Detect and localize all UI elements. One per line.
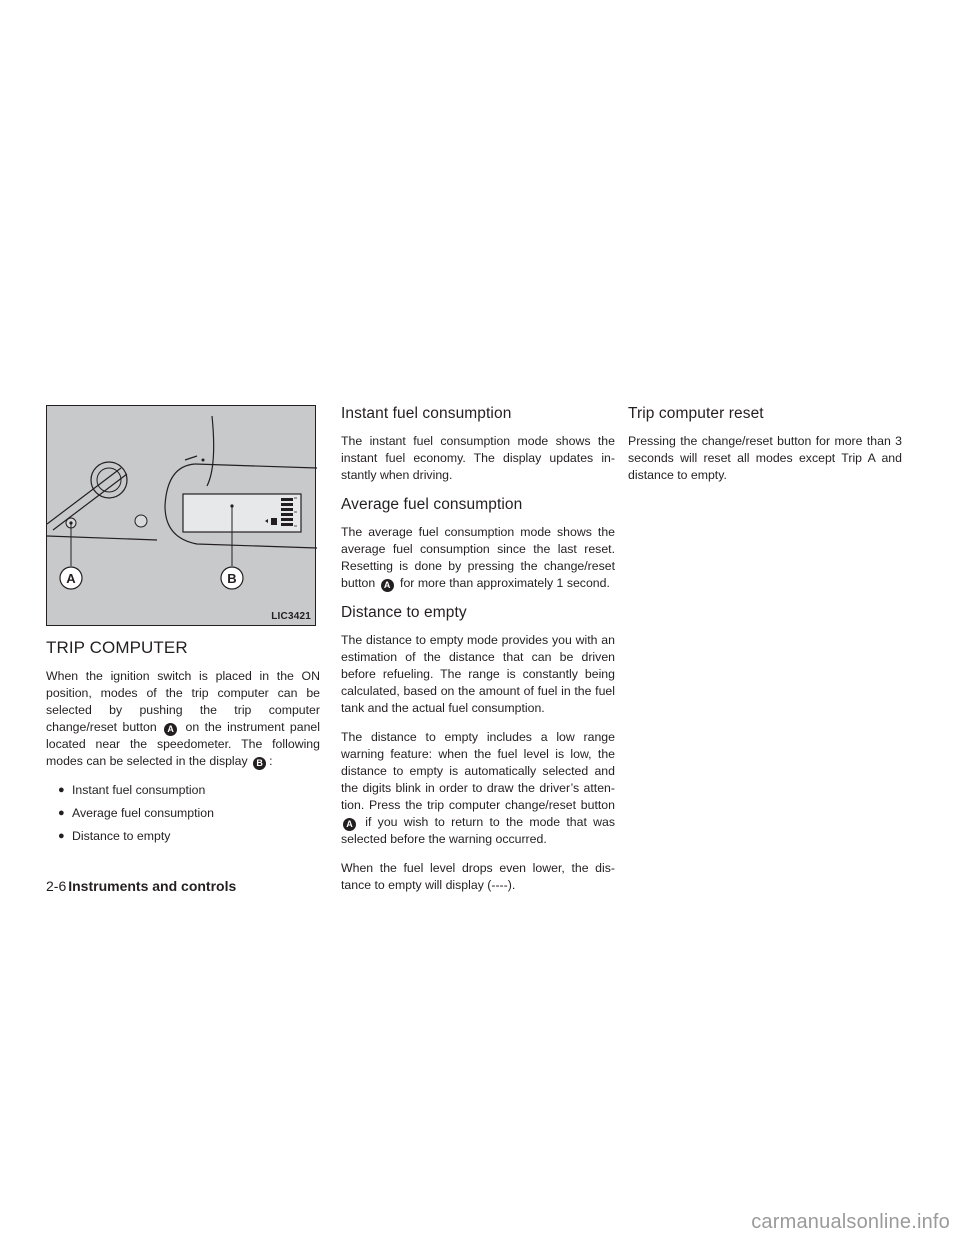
- distance-paragraph-3: When the fuel level drops even lower, the dis-tance to empty will display (----).: [341, 861, 615, 892]
- badge-a: A: [381, 579, 394, 592]
- bullet-icon: ●: [58, 830, 65, 842]
- bullet-icon: ●: [58, 784, 65, 796]
- intro-text-3: :: [269, 754, 273, 768]
- intro-text-1: When the ignition switch is placed in the ON position, modes of the trip computer can be selected by pushing the trip computer change/reset button: [46, 669, 320, 734]
- section-name: Instruments and controls: [68, 878, 237, 894]
- badge-b: B: [253, 757, 266, 770]
- heading-distance: Distance to empty: [341, 604, 467, 621]
- distance-paragraph-2: [341, 729, 615, 848]
- bullet-icon: ●: [58, 807, 65, 819]
- callout-label-b: B: [227, 571, 237, 586]
- intro-text-2: on the instrument panel located near the speedometer. The following modes can be selected in the display: [46, 720, 320, 768]
- figure-code: LIC3421: [271, 611, 311, 622]
- page-footer: [46, 878, 236, 894]
- average-paragraph: [341, 524, 615, 592]
- column-middle: [341, 405, 615, 906]
- trip-computer-illustration: [46, 405, 316, 626]
- heading-instant: Instant fuel consumption: [341, 405, 512, 422]
- distance-paragraph-1: The distance to empty mode provides you with an estimation of the distance that can be driven before refueling. The range is constantly being calculated, based on the amount of fuel in the fuel tank and the actual fuel consumption.: [341, 633, 615, 715]
- list-item: [58, 805, 320, 822]
- list-item: [58, 828, 320, 845]
- list-item-label: Instant fuel consumption: [72, 783, 206, 797]
- heading-reset: Trip computer reset: [628, 405, 764, 422]
- column-right: [628, 405, 902, 496]
- average-text-2: for more than approximately 1 second.: [400, 576, 610, 590]
- list-item-label: Distance to empty: [72, 829, 171, 843]
- intro-paragraph: [46, 668, 320, 770]
- distance-text-2: if you wish to return to the mode that was selected before the warning occurred.: [341, 815, 615, 846]
- column-left: [46, 405, 320, 851]
- distance-text-1: The distance to empty includes a low range warning feature: when the fuel level is low, the distance to empty is automatically selected and the digits blink in order to draw the driver’s atten-tion. Press the trip computer change/reset button: [341, 730, 615, 812]
- average-text-1: The average fuel consumption mode shows the average fuel consumption since the last reset. Resetting is done by pressing the change/reset button: [341, 525, 615, 590]
- instant-paragraph: The instant fuel consumption mode shows the instant fuel economy. The display updates in-stantly when driving.: [341, 434, 615, 482]
- list-item: [58, 782, 320, 799]
- badge-a: A: [164, 723, 177, 736]
- heading-average: Average fuel consumption: [341, 496, 523, 513]
- modes-list: [46, 782, 320, 845]
- page-number: 2-6: [46, 878, 67, 894]
- callout-label-a: A: [66, 571, 76, 586]
- reset-paragraph: Pressing the change/reset button for more than 3 seconds will reset all modes except Trip A and distance to empty.: [628, 434, 902, 482]
- instrument-panel-drawing: [47, 406, 317, 627]
- section-title: TRIP COMPUTER: [46, 638, 188, 657]
- list-item-label: Average fuel consumption: [72, 806, 214, 820]
- badge-a: A: [343, 818, 356, 831]
- watermark: carmanualsonline.info: [751, 1211, 950, 1233]
